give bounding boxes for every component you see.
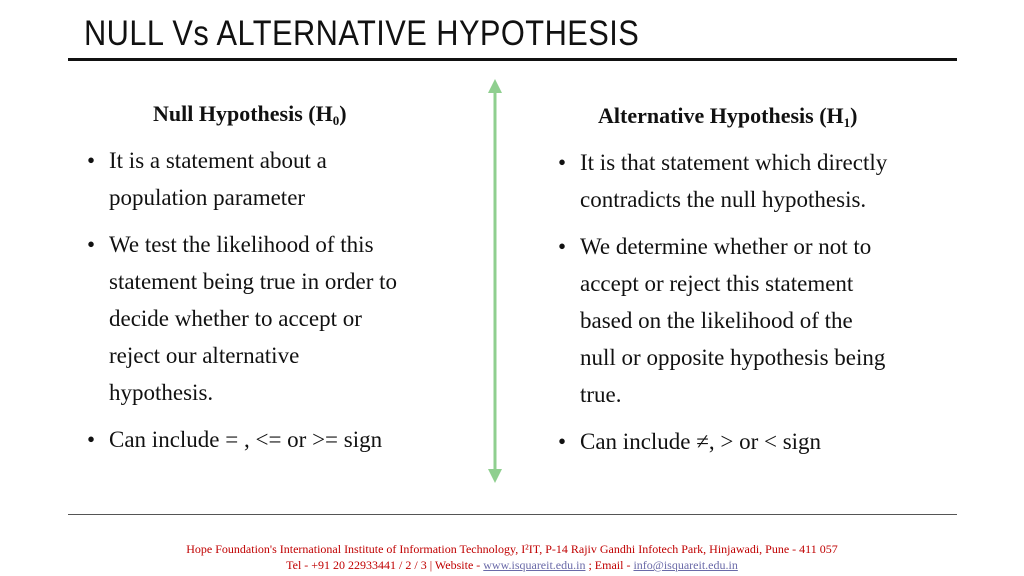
slide-title: NULL Vs ALTERNATIVE HYPOTHESIS bbox=[84, 14, 640, 53]
bullet-item bbox=[555, 423, 955, 460]
bullet-line: Can include = , <= or >= sign bbox=[109, 427, 383, 452]
bullet-line: We test the likelihood of this bbox=[109, 232, 374, 257]
bullet-line: contradicts the null hypothesis. bbox=[580, 187, 867, 212]
bullet-item bbox=[84, 421, 464, 458]
bullet-dot-icon: • bbox=[558, 234, 567, 259]
null-hypothesis-bullets bbox=[84, 142, 464, 458]
bullet-item bbox=[84, 226, 464, 411]
null-heading-subscript: 0 bbox=[332, 113, 340, 128]
bullet-dot-icon: • bbox=[558, 429, 567, 454]
bullet-line: true. bbox=[580, 382, 622, 407]
bullet-line: It is that statement which directly bbox=[580, 150, 888, 175]
website-link[interactable]: www.isquareit.edu.in bbox=[483, 558, 586, 572]
footer-address: Hope Foundation's International Institute of Information Technology, I²IT, P-14 Rajiv Gandhi Infotech Park, Hinjawadi, Pune - 411 057 bbox=[186, 542, 838, 556]
bullet-line: Can include ≠, > or < sign bbox=[580, 429, 822, 454]
null-heading-close: ) bbox=[339, 101, 347, 126]
bullet-dot-icon: • bbox=[87, 427, 96, 452]
alt-heading-text: Alternative Hypothesis (H bbox=[598, 103, 844, 128]
bullet-dot-icon: • bbox=[87, 148, 96, 173]
bullet-line: reject our alternative bbox=[109, 343, 300, 368]
bullet-line: population parameter bbox=[109, 185, 306, 210]
bullet-line: decide whether to accept or bbox=[109, 306, 362, 331]
footer-divider bbox=[68, 514, 957, 515]
footer-email-label: ; Email - bbox=[585, 558, 634, 572]
bullet-item bbox=[555, 144, 955, 218]
bullet-line: based on the likelihood of the bbox=[580, 308, 853, 333]
bullet-dot-icon: • bbox=[87, 232, 96, 257]
alt-heading-subscript: 1 bbox=[843, 115, 851, 130]
email-link[interactable]: info@isquareit.edu.in bbox=[633, 558, 738, 572]
null-heading-text: Null Hypothesis (H bbox=[153, 101, 333, 126]
bullet-line: hypothesis. bbox=[109, 380, 214, 405]
bullet-line: null or opposite hypothesis being bbox=[580, 345, 886, 370]
bullet-line: We determine whether or not to bbox=[580, 234, 872, 259]
footer-phone: Tel - +91 20 22933441 / 2 / 3 | Website - bbox=[286, 558, 484, 572]
bullet-line: accept or reject this statement bbox=[580, 271, 854, 296]
bullet-item bbox=[84, 142, 464, 216]
title-underline bbox=[68, 58, 957, 61]
double-headed-arrow-divider bbox=[485, 78, 505, 484]
alt-heading-close: ) bbox=[850, 103, 858, 128]
null-hypothesis-column bbox=[84, 98, 464, 468]
alternative-hypothesis-column bbox=[555, 98, 955, 470]
bullet-line: statement being true in order to bbox=[109, 269, 398, 294]
alternative-hypothesis-heading bbox=[598, 100, 955, 132]
alternative-hypothesis-bullets bbox=[555, 144, 955, 460]
bullet-line: It is a statement about a bbox=[109, 148, 327, 173]
bullet-item bbox=[555, 228, 955, 413]
bullet-dot-icon: • bbox=[558, 150, 567, 175]
footer-contact bbox=[0, 558, 1024, 573]
null-hypothesis-heading bbox=[153, 98, 464, 130]
